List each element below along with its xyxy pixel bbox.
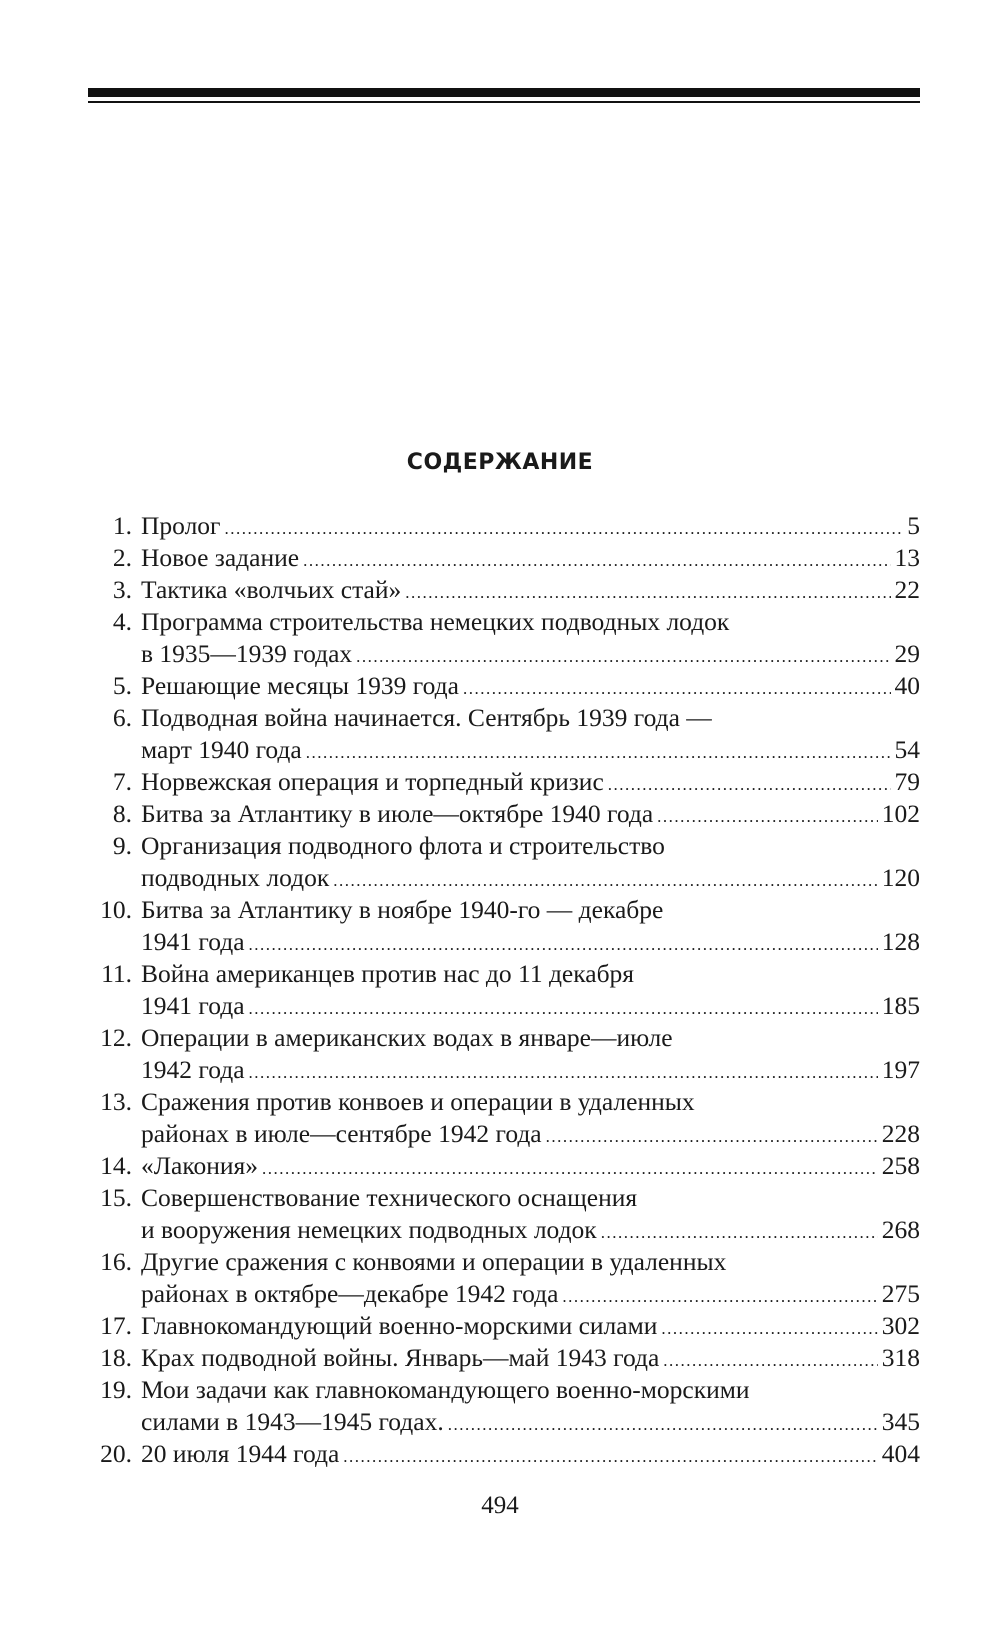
- toc-entry-number: 14.: [100, 1151, 132, 1180]
- toc-entry-title: 20 июля 1944 года: [141, 1439, 340, 1468]
- toc-entry-number: 17.: [100, 1311, 132, 1340]
- toc-entry-title: Пролог: [141, 511, 221, 540]
- toc-entry-page: 40: [894, 671, 920, 700]
- dot-leader: [262, 1153, 878, 1185]
- toc-entry-page: 345: [881, 1407, 920, 1436]
- toc-entry-number: 2.: [112, 543, 132, 572]
- toc-entry-title: и вооружения немецких подводных лодок: [141, 1215, 597, 1244]
- toc-entry-title: Другие сражения с конвоями и операции в удаленных: [141, 1247, 727, 1276]
- toc-entry-title: силами в 1943—1945 годах.: [141, 1407, 444, 1436]
- toc-entry-page: 29: [894, 639, 920, 668]
- toc-entry-page: 13: [894, 543, 920, 572]
- toc-entry-number: 8.: [112, 799, 132, 828]
- dot-leader: [249, 929, 878, 961]
- toc-entry: [80, 702, 920, 766]
- dot-leader: [601, 1217, 878, 1249]
- toc-entry-number: 18.: [100, 1343, 132, 1372]
- page-number: 494: [481, 1492, 519, 1519]
- toc-entry: [80, 574, 920, 606]
- toc-entry-number: 10.: [100, 895, 132, 924]
- toc-entry-page: 268: [881, 1215, 920, 1244]
- toc-entry-page: 54: [894, 735, 920, 764]
- dot-leader: [661, 1313, 877, 1345]
- toc-entry-title: март 1940 года: [141, 735, 302, 764]
- dot-leader: [663, 1345, 877, 1377]
- dot-leader: [306, 737, 891, 769]
- toc-entry-page: 128: [881, 927, 920, 956]
- table-of-contents: [80, 510, 920, 1470]
- toc-entry: [80, 958, 920, 1022]
- dot-leader: [343, 1441, 877, 1473]
- dot-leader: [546, 1121, 878, 1153]
- dot-leader: [356, 641, 890, 673]
- toc-entry-title: районах в июле—сентябре 1942 года: [141, 1119, 542, 1148]
- toc-entry-title: Подводная война начинается. Сентябрь 1939 года —: [141, 703, 712, 732]
- toc-entry-title: Битва за Атлантику в июле—октябре 1940 года: [141, 799, 654, 828]
- toc-entry: [80, 1342, 920, 1374]
- toc-entry: [80, 894, 920, 958]
- toc-entry-number: 15.: [100, 1183, 132, 1212]
- toc-entry: [80, 1310, 920, 1342]
- toc-entry-page: 275: [881, 1279, 920, 1308]
- toc-heading: СОДЕРЖАНИЕ: [406, 450, 594, 475]
- toc-entry-title: Организация подводного флота и строительство: [141, 831, 665, 860]
- toc-entry-page: 302: [881, 1311, 920, 1340]
- toc-entry-number: 7.: [112, 767, 132, 796]
- toc-entry-number: 13.: [100, 1087, 132, 1116]
- toc-entry-page: 228: [881, 1119, 920, 1148]
- toc-entry: [80, 542, 920, 574]
- toc-entry-number: 16.: [100, 1247, 132, 1276]
- dot-leader: [333, 865, 878, 897]
- toc-entry-title: Совершенствование технического оснащения: [141, 1183, 638, 1212]
- dot-leader: [562, 1281, 877, 1313]
- header-rule-thin: [88, 101, 920, 103]
- dot-leader: [448, 1409, 878, 1441]
- dot-leader: [249, 1057, 878, 1089]
- toc-entry: [80, 830, 920, 894]
- toc-entry-page: 102: [881, 799, 920, 828]
- toc-entry-page: 318: [881, 1343, 920, 1372]
- toc-entry-title: Мои задачи как главнокомандующего военно-морскими: [141, 1375, 750, 1404]
- toc-entry-number: 20.: [100, 1439, 132, 1468]
- dot-leader: [463, 673, 891, 705]
- toc-entry-title: Программа строительства немецких подводных лодок: [141, 607, 730, 636]
- toc-entry-title: Крах подводной войны. Январь—май 1943 года: [141, 1343, 660, 1372]
- toc-entry: [80, 1150, 920, 1182]
- toc-entry-title: в 1935—1939 годах: [141, 639, 353, 668]
- toc-entry: [80, 606, 920, 670]
- toc-entry-title: Решающие месяцы 1939 года: [141, 671, 459, 700]
- toc-entry-title: Норвежская операция и торпедный кризис: [141, 767, 604, 796]
- toc-entry-page: 22: [894, 575, 920, 604]
- toc-entry-title: Операции в американских водах в январе—июле: [141, 1023, 673, 1052]
- toc-entry-page: 79: [894, 767, 920, 796]
- toc-entry-number: 6.: [112, 703, 132, 732]
- toc-entry-page: 404: [881, 1439, 920, 1468]
- toc-entry-page: 120: [881, 863, 920, 892]
- toc-entry: [80, 1022, 920, 1086]
- toc-entry-page: 5: [907, 511, 920, 540]
- toc-entry: [80, 1438, 920, 1470]
- dot-leader: [225, 513, 904, 545]
- toc-entry: [80, 1182, 920, 1246]
- toc-entry: [80, 1246, 920, 1310]
- toc-entry-number: 12.: [100, 1023, 132, 1052]
- toc-entry-number: 3.: [112, 575, 132, 604]
- toc-entry-title: «Лакония»: [141, 1151, 258, 1180]
- toc-entry-number: 1.: [112, 511, 132, 540]
- toc-entry-title: Тактика «волчьих стай»: [141, 575, 402, 604]
- toc-entry-number: 11.: [101, 959, 132, 988]
- header-rule-thick: [88, 88, 920, 97]
- toc-entry-title: 1941 года: [141, 991, 245, 1020]
- toc-entry-page: 185: [881, 991, 920, 1020]
- dot-leader: [249, 993, 878, 1025]
- dot-leader: [608, 769, 891, 801]
- toc-entry-number: 4.: [112, 607, 132, 636]
- toc-entry-number: 5.: [112, 671, 132, 700]
- dot-leader: [657, 801, 878, 833]
- toc-entry-title: 1942 года: [141, 1055, 245, 1084]
- toc-entry: [80, 670, 920, 702]
- dot-leader: [303, 545, 890, 577]
- toc-entry-page: 197: [881, 1055, 920, 1084]
- toc-entry-title: подводных лодок: [141, 863, 330, 892]
- toc-entry-title: районах в октябре—декабре 1942 года: [141, 1279, 559, 1308]
- toc-entry-number: 19.: [100, 1375, 132, 1404]
- toc-entry-title: 1941 года: [141, 927, 245, 956]
- toc-entry: [80, 1374, 920, 1438]
- toc-entry: [80, 1086, 920, 1150]
- toc-entry-title: Война американцев против нас до 11 декабря: [141, 959, 635, 988]
- toc-entry: [80, 510, 920, 542]
- toc-entry-title: Новое задание: [141, 543, 300, 572]
- toc-entry-title: Сражения против конвоев и операции в удаленных: [141, 1087, 695, 1116]
- toc-entry-number: 9.: [112, 831, 132, 860]
- dot-leader: [405, 577, 890, 609]
- toc-entry-title: Битва за Атлантику в ноябре 1940-го — декабре: [141, 895, 664, 924]
- toc-entry-page: 258: [881, 1151, 920, 1180]
- toc-entry-title: Главнокомандующий военно-морскими силами: [141, 1311, 658, 1340]
- toc-entry: [80, 798, 920, 830]
- toc-entry: [80, 766, 920, 798]
